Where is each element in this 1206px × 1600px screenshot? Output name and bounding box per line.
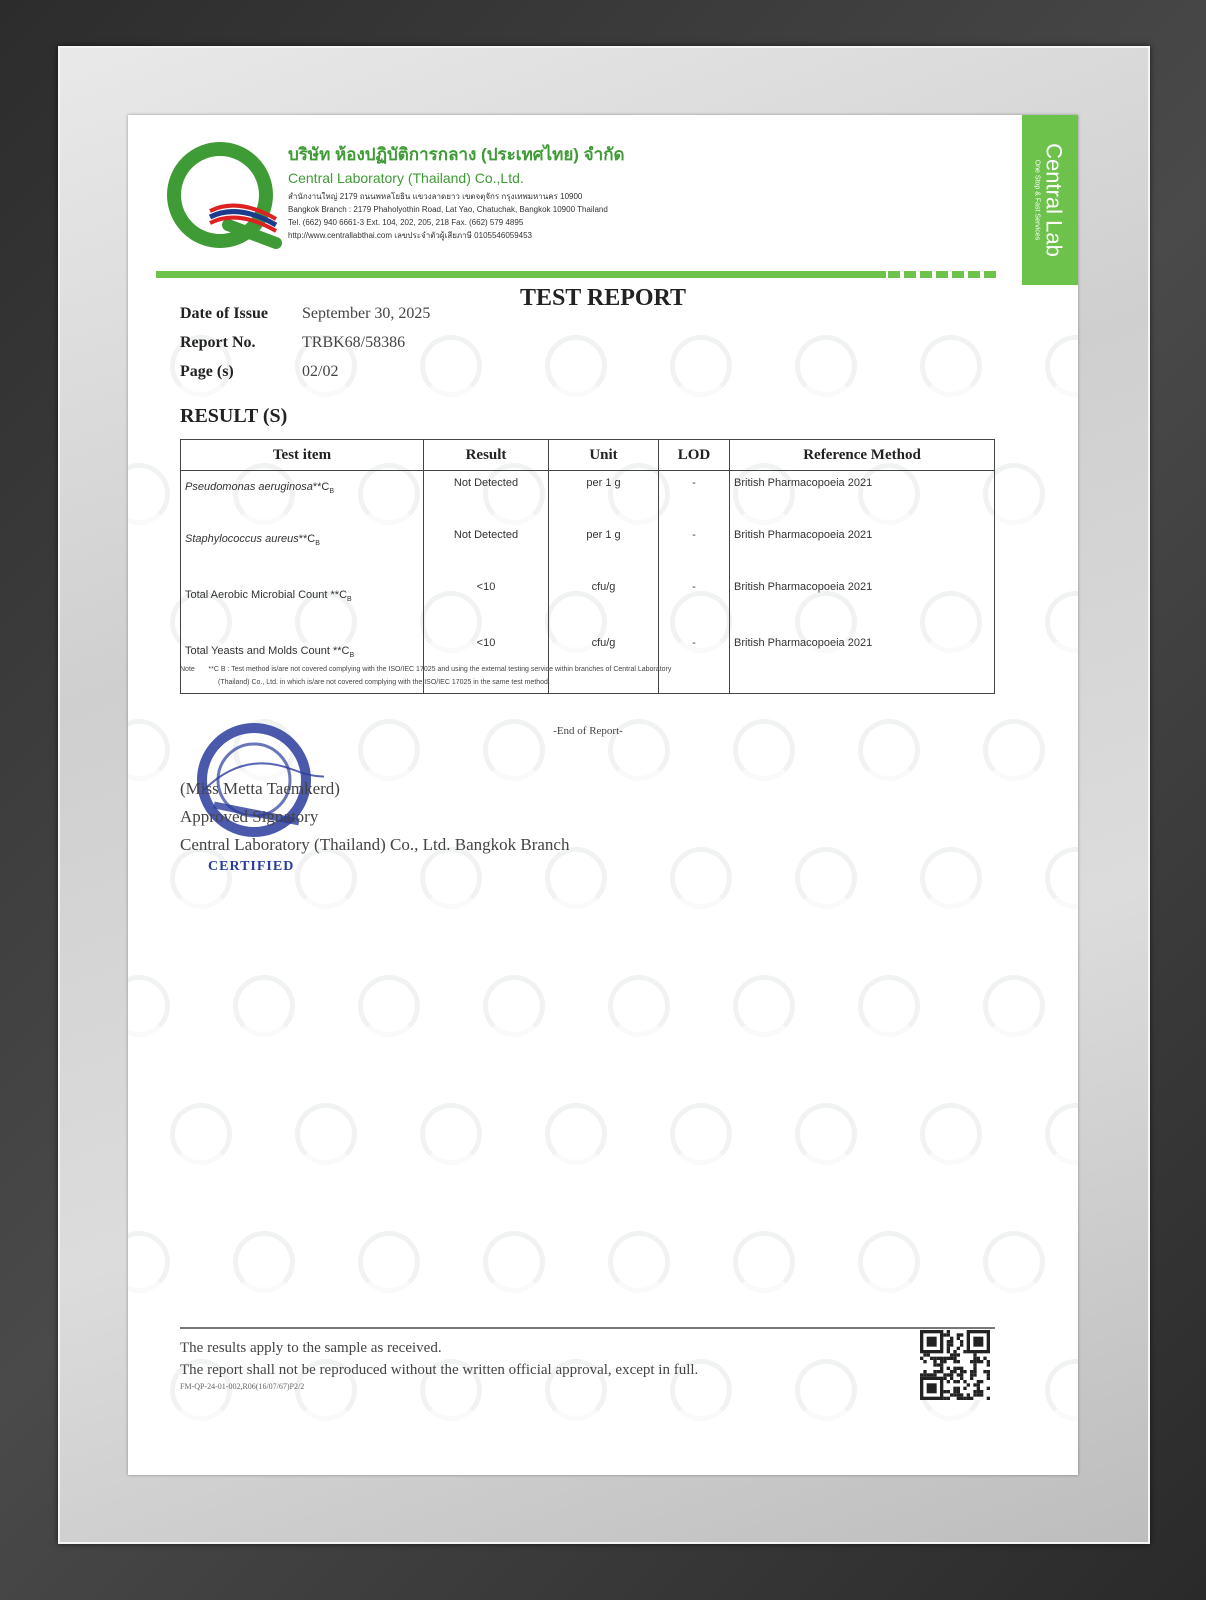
company-address	[288, 190, 625, 242]
report-title: TEST REPORT	[519, 285, 687, 311]
table-row	[181, 575, 995, 631]
method-cell: British Pharmacopoeia 2021	[730, 523, 995, 575]
company-logo-icon	[158, 133, 288, 263]
column-header: Result	[424, 440, 549, 471]
test-item-cell	[181, 523, 424, 575]
lod-cell: -	[659, 523, 730, 575]
lod-cell: -	[659, 631, 730, 694]
test-item-subscript: B	[329, 488, 334, 496]
column-header: LOD	[659, 440, 730, 471]
qr-code-icon[interactable]	[920, 1330, 990, 1400]
footer	[180, 1337, 698, 1393]
unit-cell: per 1 g	[549, 471, 659, 524]
watermark-logo-icon	[420, 1103, 482, 1165]
signatory-name: (Miss Metta Taemkerd)	[180, 779, 340, 798]
watermark-logo-icon	[1045, 1103, 1078, 1165]
method-cell: British Pharmacopoeia 2021	[730, 631, 995, 694]
company-block	[288, 141, 625, 242]
signatory-organization: Central Laboratory (Thailand) Co., Ltd. Bangkok Branch	[180, 835, 570, 854]
watermark-logo-icon	[128, 463, 170, 525]
address-line: สำนักงานใหญ่ 2179 ถนนพหลโยธิน แขวงลาดยาว เขตจตุจักร กรุงเทพมหานคร 10900	[288, 192, 583, 201]
meta-value: TRBK68/58386	[302, 334, 406, 351]
watermark-logo-icon	[170, 1103, 232, 1165]
watermark-logo-icon	[1045, 591, 1078, 653]
watermark-logo-icon	[795, 1103, 857, 1165]
watermark-logo-icon	[670, 847, 732, 909]
meta-value: September 30, 2025	[302, 305, 431, 322]
meta-row	[180, 363, 430, 392]
watermark-logo-icon	[483, 975, 545, 1037]
watermark-logo-icon	[670, 1103, 732, 1165]
table-header-row	[181, 440, 995, 471]
results-heading: RESULT (S)	[180, 405, 288, 427]
header-divider-dashes	[888, 271, 998, 278]
meta-row	[180, 334, 430, 363]
watermark-logo-icon	[795, 335, 857, 397]
footer-line: The results apply to the sample as received.	[180, 1340, 442, 1356]
test-item-suffix: **C	[298, 533, 316, 545]
watermark-logo-icon	[358, 1231, 420, 1293]
watermark-logo-icon	[795, 847, 857, 909]
form-code: FM-QP-24-01-002,R06(16/07/67)P2/2	[180, 1382, 305, 1391]
watermark-logo-icon	[608, 975, 670, 1037]
result-cell: Not Detected	[424, 471, 549, 524]
test-item-cell	[181, 575, 424, 631]
watermark-logo-icon	[920, 847, 982, 909]
meta-row	[180, 305, 430, 334]
watermark-logo-icon	[1045, 335, 1078, 397]
watermark-logo-icon	[920, 335, 982, 397]
note-line: **C B : Test method is/are not covered complying with the ISO/IEC 17025 and using the external testing service within branches of Central Laboratory	[208, 666, 672, 673]
signature-block	[180, 775, 569, 859]
meta-label: Page (s)	[180, 363, 234, 380]
watermark-logo-icon	[983, 1231, 1045, 1293]
test-item-subscript: B	[315, 540, 320, 548]
watermark-logo-icon	[358, 975, 420, 1037]
test-item-suffix: **C	[327, 589, 348, 601]
unit-cell: per 1 g	[549, 523, 659, 575]
report-page	[128, 115, 1078, 1475]
result-cell: <10	[424, 575, 549, 631]
test-item-name: Total Aerobic Microbial Count	[185, 589, 328, 601]
watermark-logo-icon	[1045, 847, 1078, 909]
watermark-logo-icon	[858, 975, 920, 1037]
note-line: (Thailand) Co., Ltd. in which is/are not covered complying with the ISO/IEC 17025 in the same test method.	[218, 679, 550, 686]
watermark-logo-icon	[545, 335, 607, 397]
test-item-subscript: B	[347, 596, 352, 604]
watermark-logo-icon	[795, 1359, 857, 1421]
watermark-logo-icon	[608, 1231, 670, 1293]
test-item-name: Staphylococcus aureus	[185, 533, 299, 545]
lod-cell: -	[659, 575, 730, 631]
signatory-title: Approved Signatory	[180, 807, 319, 826]
footer-divider	[180, 1327, 995, 1329]
watermark-logo-icon	[858, 1231, 920, 1293]
test-item-suffix: **C	[312, 481, 330, 493]
meta-label: Report No.	[180, 334, 256, 351]
end-of-report: -End of Report-	[553, 725, 623, 737]
table-row	[181, 471, 995, 524]
report-meta	[180, 305, 430, 392]
result-cell: <10	[424, 631, 549, 694]
footer-line: The report shall not be reproduced without the written official approval, except in full.	[180, 1362, 699, 1378]
meta-label: Date of Issue	[180, 305, 268, 322]
watermark-logo-icon	[233, 975, 295, 1037]
column-header: Reference Method	[730, 440, 995, 471]
lod-cell: -	[659, 471, 730, 524]
side-brand-tab	[1022, 115, 1078, 285]
note-label: Note	[180, 666, 195, 673]
certified-label: CERTIFIED	[208, 859, 295, 874]
result-cell: Not Detected	[424, 523, 549, 575]
header-divider	[156, 271, 886, 278]
side-tab-title: Central Lab	[1041, 143, 1067, 257]
watermark-logo-icon	[295, 1103, 357, 1165]
watermark-logo-icon	[1045, 1359, 1078, 1421]
unit-cell: cfu/g	[549, 575, 659, 631]
unit-cell: cfu/g	[549, 631, 659, 694]
table-row	[181, 523, 995, 575]
method-cell: British Pharmacopoeia 2021	[730, 575, 995, 631]
column-header: Unit	[549, 440, 659, 471]
address-line: Bangkok Branch : 2179 Phaholyothin Road, Lat Yao, Chatuchak, Bangkok 10900 Thailand	[288, 205, 608, 214]
watermark-logo-icon	[128, 1231, 170, 1293]
watermark-logo-icon	[670, 335, 732, 397]
watermark-logo-icon	[128, 975, 170, 1037]
test-item-subscript: B	[349, 652, 355, 660]
watermark-logo-icon	[920, 1103, 982, 1165]
watermark-logo-icon	[545, 1103, 607, 1165]
test-item-cell	[181, 471, 424, 524]
column-header: Test item	[181, 440, 424, 471]
company-name-english: Central Laboratory (Thailand) Co.,Ltd.	[288, 170, 524, 186]
method-cell: British Pharmacopoeia 2021	[730, 471, 995, 524]
watermark-logo-icon	[233, 1231, 295, 1293]
company-name-thai: บริษัท ห้องปฏิบัติการกลาง (ประเทศไทย) จำกัด	[288, 145, 625, 164]
address-line: Tel. (662) 940 6661-3 Ext. 104, 202, 205, 218 Fax. (662) 579 4895	[288, 218, 524, 227]
results-table	[180, 439, 995, 694]
table-note	[180, 663, 1000, 689]
watermark-logo-icon	[733, 975, 795, 1037]
watermark-logo-icon	[483, 1231, 545, 1293]
test-item-suffix: **C	[329, 645, 350, 657]
address-line: http://www.centrallabthai.com เลขประจำตัวผู้เสียภาษี 0105546059453	[288, 231, 533, 240]
side-tab-subtitle: One Stop & Fast Services	[1033, 159, 1041, 241]
watermark-logo-icon	[733, 1231, 795, 1293]
meta-value: 02/02	[302, 363, 339, 380]
test-item-name: Total Yeasts and Molds Count	[185, 645, 330, 657]
test-item-name: Pseudomonas aeruginosa	[185, 481, 313, 493]
watermark-logo-icon	[983, 975, 1045, 1037]
